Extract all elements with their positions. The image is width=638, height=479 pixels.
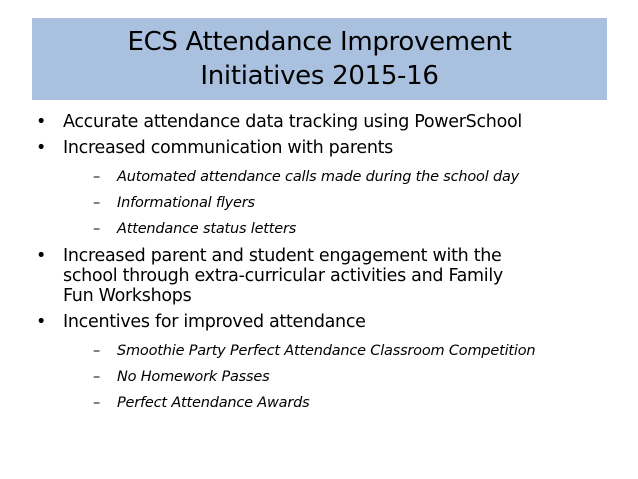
sub-bullet-text: Perfect Attendance Awards [117, 395, 310, 411]
bullet-list [32, 112, 607, 420]
dash-icon: – [93, 195, 101, 211]
sub-bullet-item [32, 368, 607, 386]
sub-bullet-text: Automated attendance calls made during the school day [117, 169, 520, 185]
bullet-item [32, 246, 607, 306]
sub-bullet-list [32, 168, 607, 238]
sub-bullet-item [32, 394, 607, 412]
bullet-text: Incentives for improved attendance [63, 312, 366, 332]
dash-icon: – [93, 169, 101, 185]
sub-bullet-text: Smoothie Party Perfect Attendance Classroom Competition [117, 343, 536, 359]
dash-icon: – [93, 343, 101, 359]
dash-icon: – [93, 221, 101, 237]
bullet-item [32, 312, 607, 332]
sub-bullet-text: No Homework Passes [117, 369, 270, 385]
bullet-dot-icon: • [36, 138, 47, 158]
sub-bullet-list [32, 342, 607, 412]
bullet-text: Increased communication with parents [63, 138, 393, 158]
bullet-text: Accurate attendance data tracking using PowerSchool [63, 112, 522, 132]
bullet-text-line: Fun Workshops [63, 286, 192, 306]
bullet-dot-icon: • [36, 112, 47, 132]
sub-bullet-item [32, 220, 607, 238]
bullet-text-line: school through extra-curricular activities and Family [63, 266, 503, 286]
bullet-item [32, 112, 607, 132]
bullet-dot-icon: • [36, 246, 47, 266]
sub-bullet-text: Informational flyers [117, 195, 255, 211]
sub-bullet-item [32, 194, 607, 212]
sub-bullet-item [32, 342, 607, 360]
title-line-1: ECS Attendance Improvement [127, 27, 512, 57]
title-box [32, 18, 607, 100]
sub-bullet-text: Attendance status letters [117, 221, 297, 237]
bullet-item [32, 138, 607, 158]
sub-bullet-item [32, 168, 607, 186]
dash-icon: – [93, 369, 101, 385]
dash-icon: – [93, 395, 101, 411]
title-line-2: Initiatives 2015-16 [200, 61, 439, 91]
bullet-dot-icon: • [36, 312, 47, 332]
bullet-text-line: Increased parent and student engagement with the [63, 246, 502, 266]
